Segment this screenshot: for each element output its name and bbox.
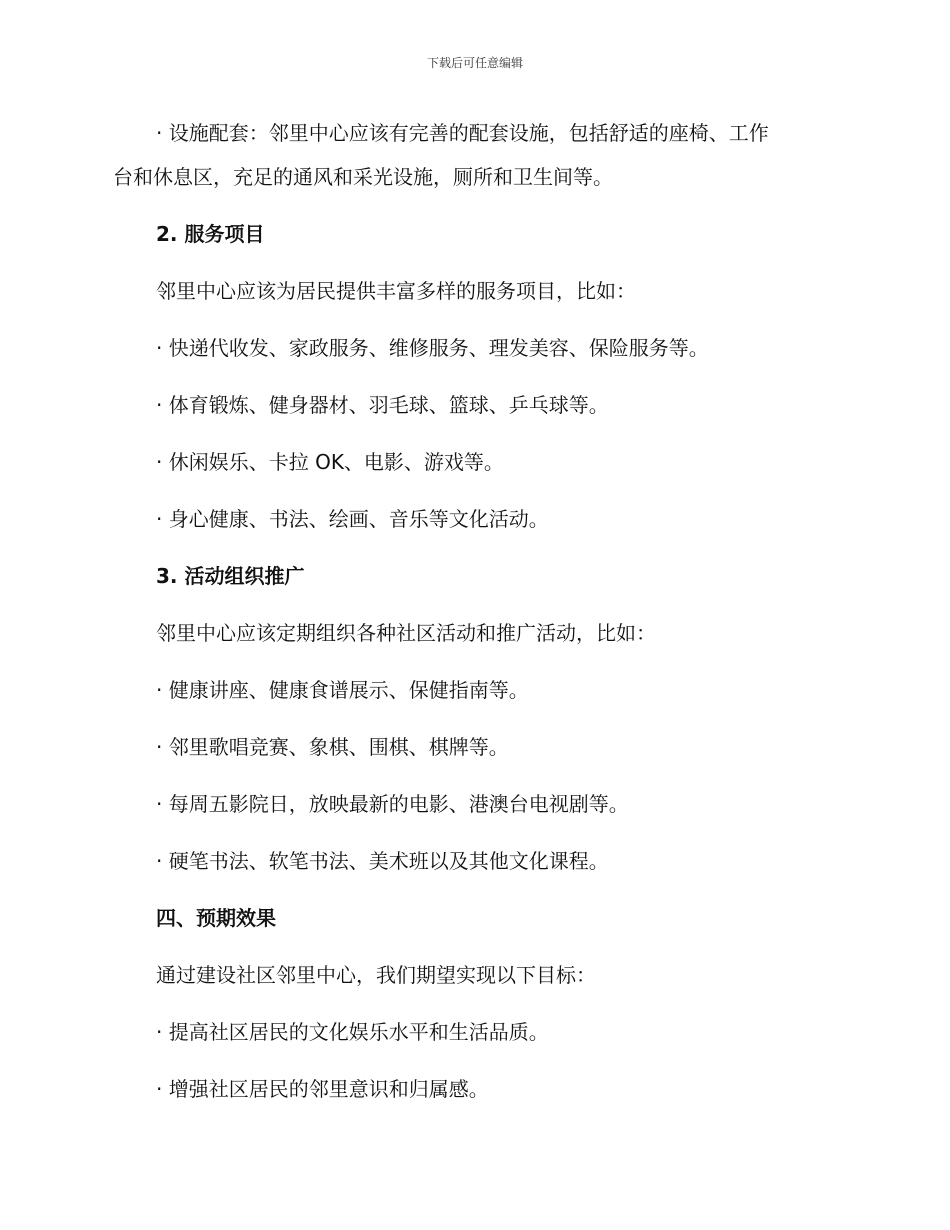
bullet-goal-1: · 提高社区居民的文化娱乐水平和生活品质。 (156, 1020, 549, 1044)
bullet-service-1: · 快递代收发、家政服务、维修服务、理发美容、保险服务等。 (156, 336, 709, 360)
bullet-service-3: · 休闲娱乐、卡拉 OK、电影、游戏等。 (156, 450, 504, 474)
bullet-facilities: · 设施配套：邻里中心应该有完善的配套设施，包括舒适的座椅、工作 (156, 121, 769, 145)
bullet-activity-1: · 健康讲座、健康食谱展示、保健指南等。 (156, 678, 529, 702)
bullet-goal-2: · 增强社区居民的邻里意识和归属感。 (156, 1077, 489, 1101)
document-body (113, 111, 823, 1124)
paragraph-activities-intro: 邻里中心应该定期组织各种社区活动和推广活动，比如： (156, 621, 656, 645)
bullet-activity-4: · 硬笔书法、软笔书法、美术班以及其他文化课程。 (156, 849, 609, 873)
bullet-facilities-continued: 台和休息区，充足的通风和采光设施，厕所和卫生间等。 (113, 165, 613, 189)
section-heading-expected-results: 四、预期效果 (156, 906, 276, 930)
bullet-activity-2: · 邻里歌唱竞赛、象棋、围棋、棋牌等。 (156, 735, 509, 759)
section-heading-services: 2. 服务项目 (156, 222, 265, 246)
paragraph-services-intro: 邻里中心应该为居民提供丰富多样的服务项目，比如： (156, 279, 636, 303)
header-note: 下载后可任意编辑 (426, 56, 523, 70)
bullet-service-2: · 体育锻炼、健身器材、羽毛球、篮球、乒乓球等。 (156, 393, 609, 417)
section-heading-activities: 3. 活动组织推广 (156, 564, 305, 588)
bullet-activity-3: · 每周五影院日，放映最新的电影、港澳台电视剧等。 (156, 792, 629, 816)
bullet-service-4: · 身心健康、书法、绘画、音乐等文化活动。 (156, 507, 549, 531)
paragraph-expected-intro: 通过建设社区邻里中心，我们期望实现以下目标： (156, 963, 596, 987)
